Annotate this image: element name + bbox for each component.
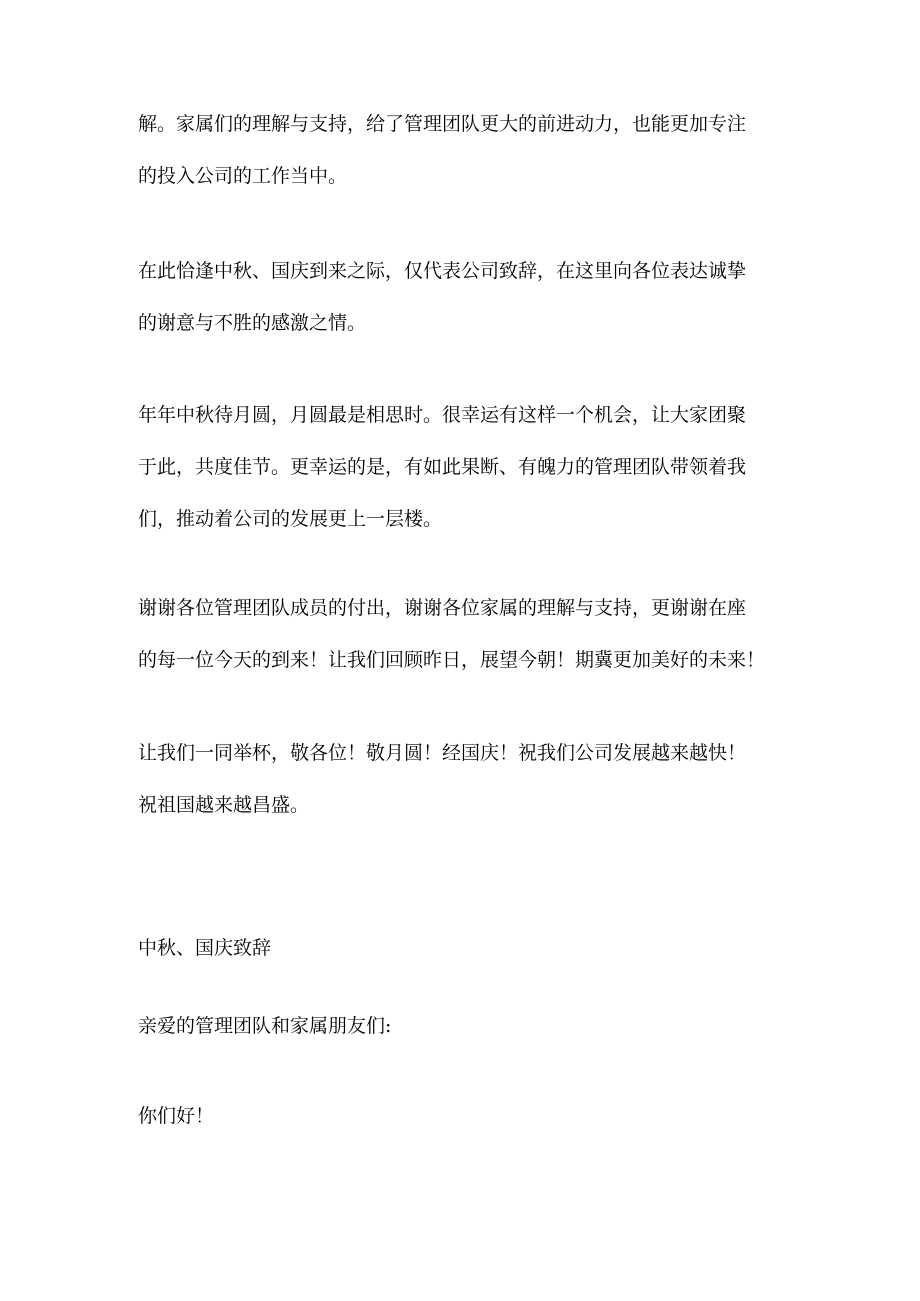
paragraph-1 [138,98,818,202]
paragraph-4 [138,582,818,686]
document-title [138,922,818,974]
paragraph-line: 谢谢各位管理团队成员的付出，谢谢各位家属的理解与支持，更谢谢在座 [138,597,747,619]
paragraph-line: 的每一位今天的到来！让我们回顾昨日，展望今朝！期冀更加美好的未来！ [138,649,766,671]
paragraph-line: 解。家属们的理解与支持，给了管理团队更大的前进动力，也能更加专注 [138,113,747,135]
greeting [138,1090,818,1142]
paragraph-5 [138,727,818,831]
salutation-text: 亲爱的管理团队和家属朋友们: [138,1015,392,1037]
paragraph-line: 们，推动着公司的发展更上一层楼。 [138,508,443,530]
paragraph-line: 于此，共度佳节。更幸运的是，有如此果断、有魄力的管理团队带领着我 [138,456,747,478]
paragraph-2 [138,245,818,349]
paragraph-line: 让我们一同举杯，敬各位！敬月圆！经国庆！祝我们公司发展越来越快！ [138,742,747,764]
paragraph-line: 在此恰逢中秋、国庆到来之际，仅代表公司致辞，在这里向各位表达诚挚 [138,260,747,282]
paragraph-line: 的谢意与不胜的感激之情。 [138,312,367,334]
paragraph-3 [138,389,818,545]
salutation [138,1000,818,1052]
title-text: 中秋、国庆致辞 [138,937,272,959]
paragraph-line: 年年中秋待月圆，月圆最是相思时。很幸运有这样一个机会，让大家团聚 [138,404,747,426]
greeting-text: 你们好！ [138,1105,215,1127]
paragraph-line: 的投入公司的工作当中。 [138,165,348,187]
paragraph-line: 祝祖国越来越昌盛。 [138,794,310,816]
